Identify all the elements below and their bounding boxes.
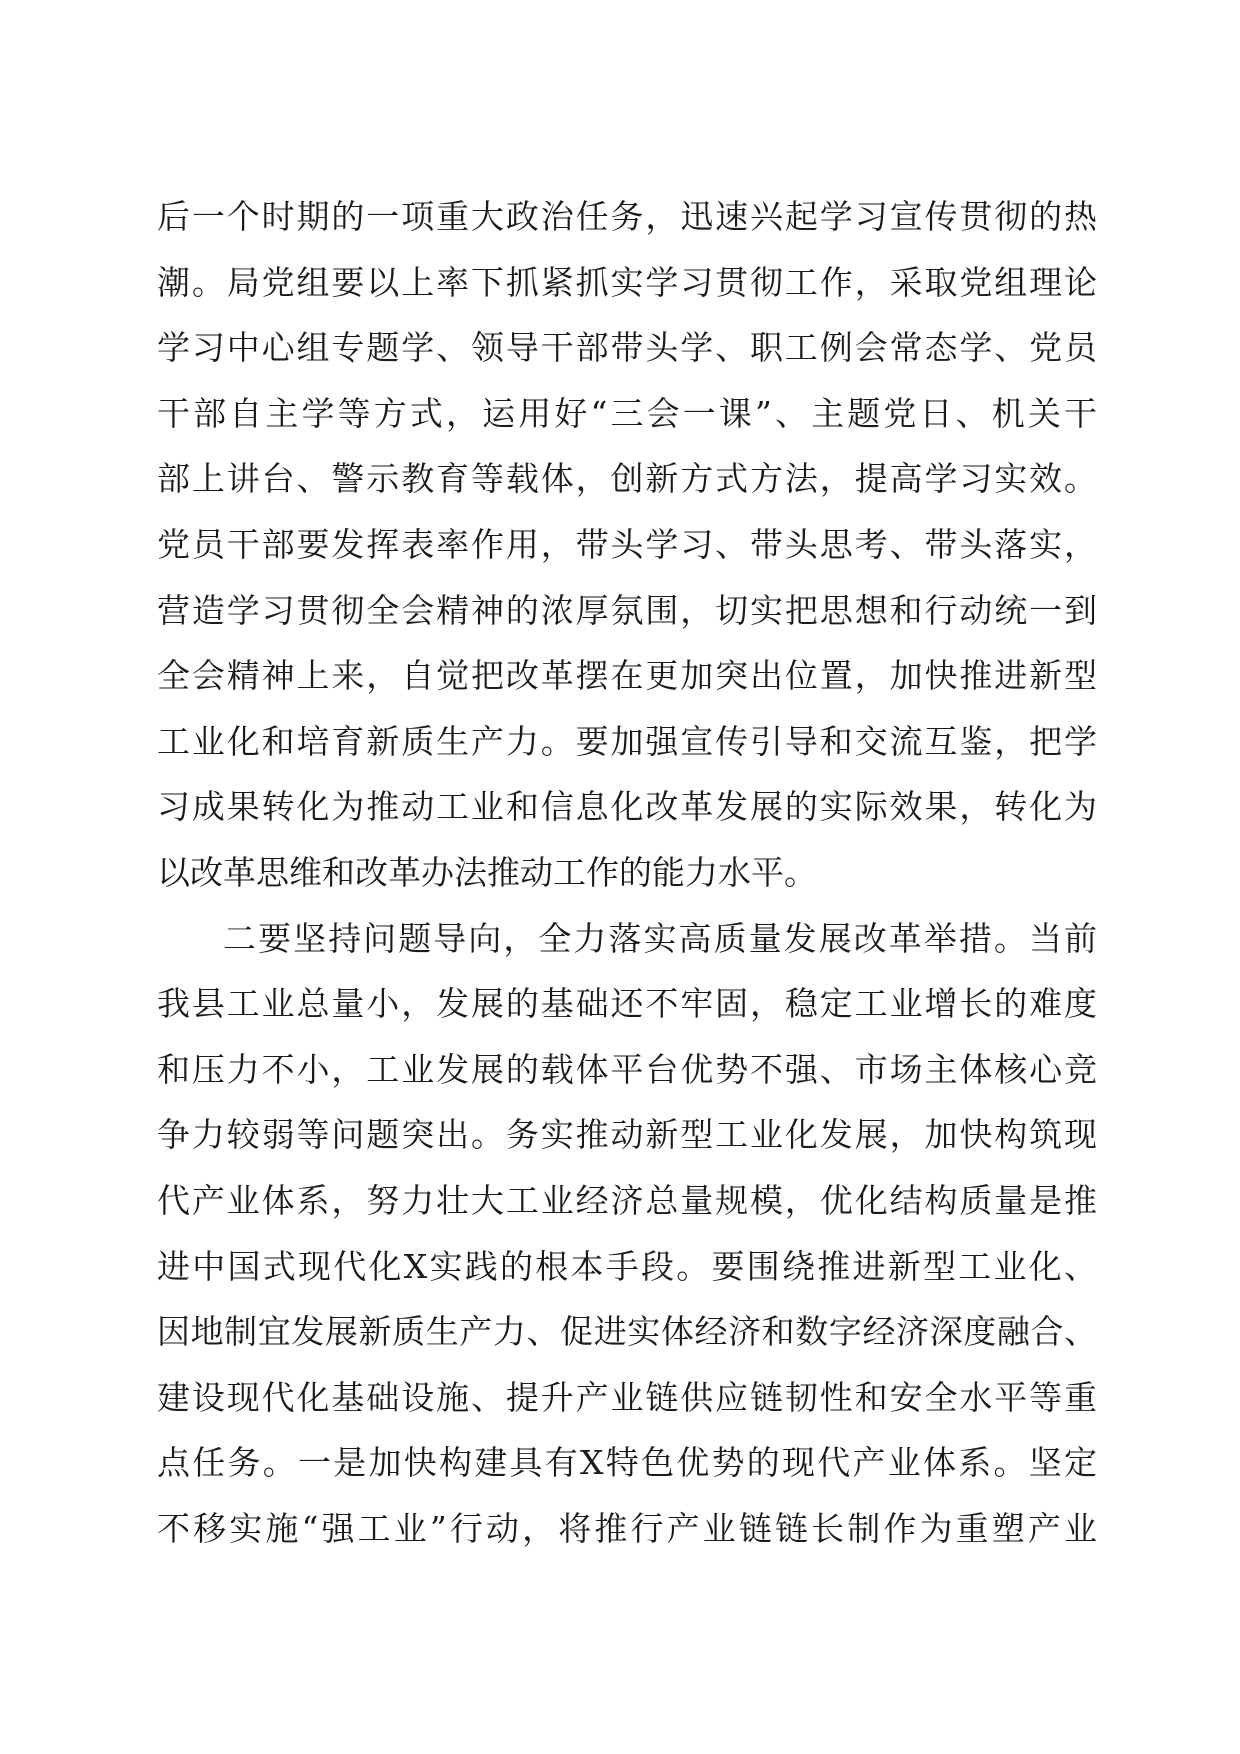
text-line: 代产业体系，努力壮大工业经济总量规模，优化结构质量是推	[157, 1180, 1097, 1220]
text-line: 学习中心组专题学、领导干部带头学、职工例会常态学、党员	[157, 328, 1097, 368]
text-line: 后一个时期的一项重大政治任务，迅速兴起学习宣传贯彻的热	[157, 197, 1097, 236]
text-line: 部上讲台、警示教育等载体，创新方式方法，提高学习实效。	[157, 459, 1097, 499]
text-line: 不移实施“强工业”行动，将推行产业链链长制作为重塑产业	[157, 1508, 1097, 1548]
body-text	[157, 184, 1097, 1561]
paragraph-start-line: 二要坚持问题导向，全力落实高质量发展改革举措。当前	[223, 918, 1097, 958]
text-line: 党员干部要发挥表率作用，带头学习、带头思考、带头落实，	[157, 524, 1097, 564]
text-line: 因地制宜发展新质生产力、促进实体经济和数字经济深度融合、	[157, 1312, 1097, 1352]
text-line: 潮。局党组要以上率下抓紧抓实学习贯彻工作，采取党组理论	[157, 262, 1097, 302]
text-line: 工业化和培育新质生产力。要加强宣传引导和交流互鉴，把学	[157, 721, 1097, 761]
text-line: 建设现代化基础设施、提升产业链供应链韧性和安全水平等重	[157, 1377, 1097, 1417]
text-line: 干部自主学等方式，运用好“三会一课”、主题党日、机关干	[157, 393, 1097, 433]
text-line: 争力较弱等问题突出。务实推动新型工业化发展，加快构筑现	[157, 1115, 1097, 1155]
text-line: 我县工业总量小，发展的基础还不牢固，稳定工业增长的难度	[157, 984, 1097, 1024]
text-line: 全会精神上来，自觉把改革摆在更加突出位置，加快推进新型	[157, 656, 1097, 696]
text-line: 和压力不小，工业发展的载体平台优势不强、市场主体核心竞	[157, 1049, 1097, 1089]
text-line: 习成果转化为推动工业和信息化改革发展的实际效果，转化为	[157, 787, 1097, 827]
text-line: 以改革思维和改革办法推动工作的能力水平。	[157, 852, 817, 892]
text-line: 点任务。一是加快构建具有X特色优势的现代产业体系。坚定	[157, 1443, 1097, 1483]
text-line: 营造学习贯彻全会精神的浓厚氛围，切实把思想和行动统一到	[157, 590, 1097, 630]
text-line: 进中国式现代化X实践的根本手段。要围绕推进新型工业化、	[157, 1246, 1097, 1286]
